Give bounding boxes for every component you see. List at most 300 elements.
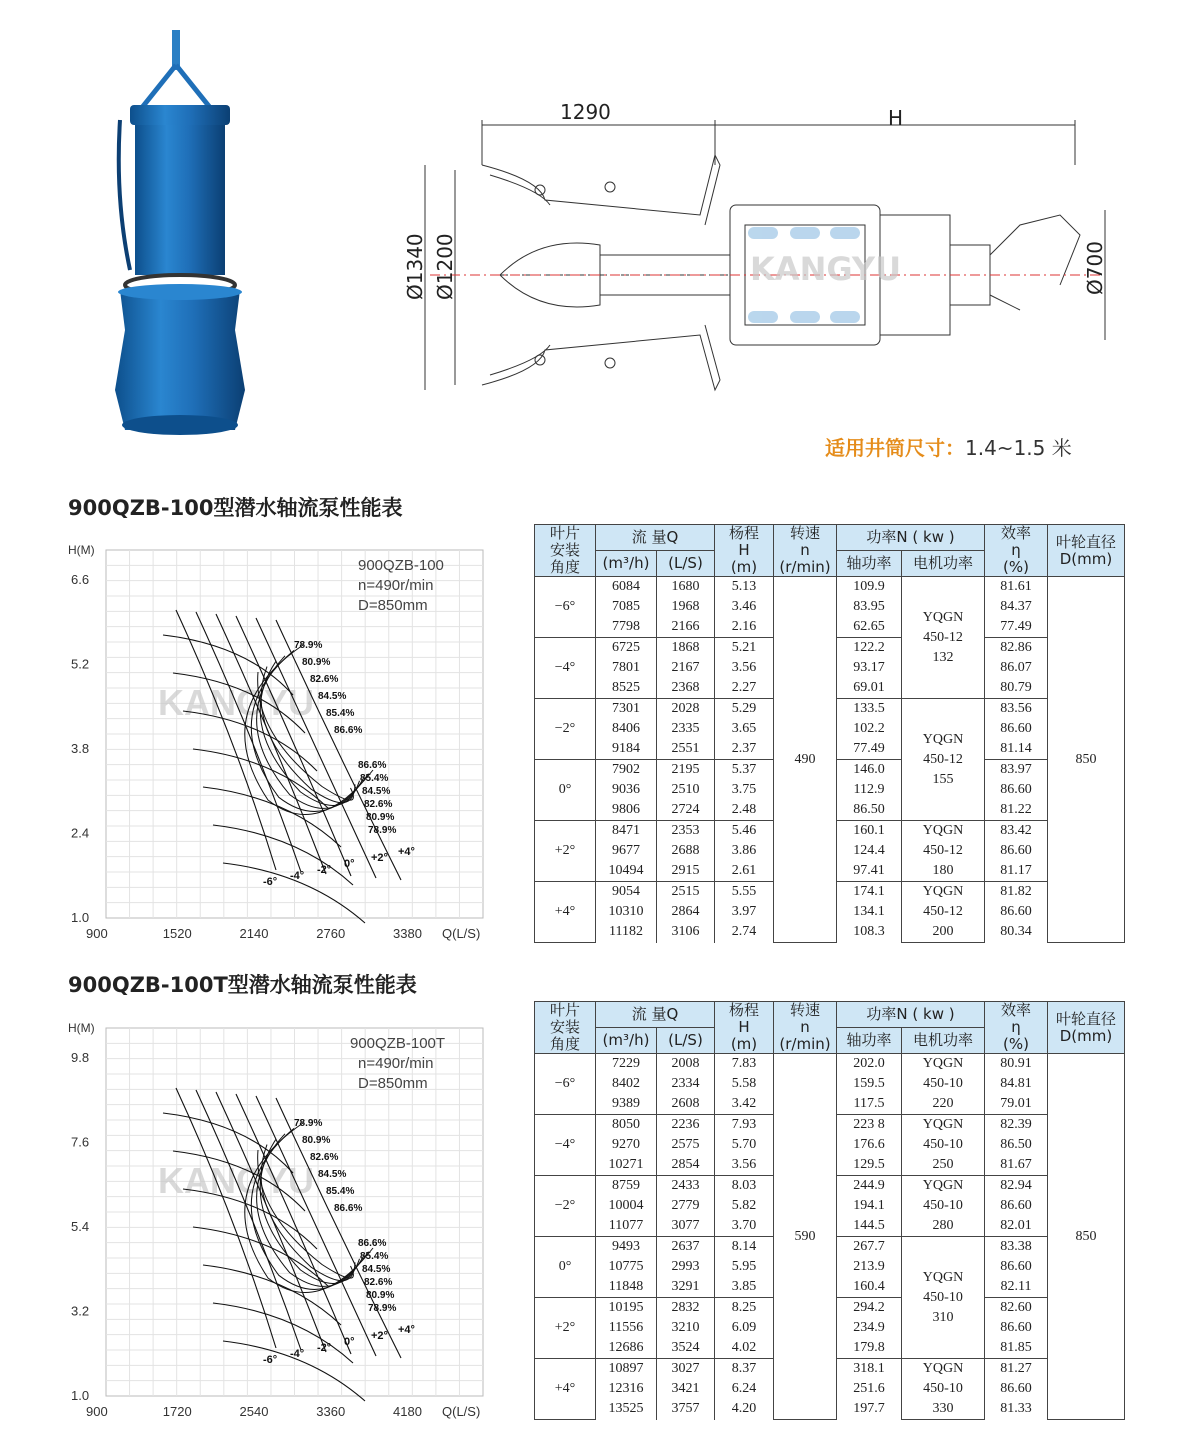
- efficiency-label: 84.5%: [362, 786, 391, 797]
- shaft-power-cell: 112.9: [837, 780, 902, 800]
- flow-m3h-cell: 8471: [596, 821, 657, 842]
- flow-ls-cell: 3106: [657, 922, 715, 942]
- efficiency-cell: 79.01: [985, 1094, 1048, 1115]
- angle-label: +4°: [398, 846, 415, 858]
- section2-table: [534, 1001, 1125, 1420]
- y-tick-label: 5.4: [71, 1219, 90, 1234]
- y-tick-label: 9.8: [71, 1050, 90, 1065]
- efficiency-cell: 80.34: [985, 922, 1048, 942]
- efficiency-cell: 81.22: [985, 800, 1048, 821]
- angle-label: -6°: [263, 876, 278, 888]
- efficiency-label: 84.5%: [318, 1169, 347, 1180]
- efficiency-cell: 86.60: [985, 841, 1048, 861]
- flow-ls-cell: 2334: [657, 1074, 715, 1094]
- angle-label: -4°: [290, 1348, 305, 1360]
- x-tick-label: 2760: [316, 926, 346, 941]
- shaft-power-cell: 244.9: [837, 1176, 902, 1197]
- shaft-power-cell: 194.1: [837, 1196, 902, 1216]
- section1-title: 900QZB-100型潜水轴流泵性能表: [68, 496, 403, 520]
- header-shaft-power: 轴功率: [837, 551, 902, 577]
- x-axis-label: Q(L/S): [442, 1404, 481, 1419]
- head-cell: 2.16: [715, 617, 774, 638]
- x-tick-label: 900: [86, 1404, 108, 1419]
- head-cell: 5.21: [715, 638, 774, 659]
- header-head: 杨程 H (m): [715, 525, 774, 577]
- chart-watermark: KANGYU: [158, 1160, 315, 1201]
- efficiency-cell: 86.60: [985, 1196, 1048, 1216]
- header-angle: 叶片 安装 角度: [535, 1002, 596, 1054]
- efficiency-cell: 80.91: [985, 1054, 1048, 1075]
- head-cell: 3.85: [715, 1277, 774, 1298]
- shaft-power-cell: 179.8: [837, 1338, 902, 1359]
- efficiency-cell: 86.50: [985, 1135, 1048, 1155]
- flow-m3h-cell: 12316: [596, 1379, 657, 1399]
- well-size-label: 适用井筒尺寸：: [825, 436, 965, 460]
- efficiency-cell: 86.60: [985, 780, 1048, 800]
- flow-ls-cell: 3291: [657, 1277, 715, 1298]
- dim-inner-label: Ø1200: [433, 233, 457, 300]
- efficiency-label: 85.4%: [360, 1251, 389, 1262]
- head-cell: 6.09: [715, 1318, 774, 1338]
- efficiency-cell: 83.38: [985, 1237, 1048, 1258]
- x-tick-label: 1520: [162, 926, 192, 941]
- header-flow-ls: (L/S): [657, 551, 715, 577]
- header-efficiency: 效率 η (%): [985, 525, 1048, 577]
- shaft-power-cell: 109.9: [837, 577, 902, 598]
- flow-m3h-cell: 7902: [596, 760, 657, 781]
- dim-h-label: H: [888, 106, 904, 130]
- head-cell: 5.13: [715, 577, 774, 598]
- y-tick-label: 1.0: [71, 910, 90, 925]
- efficiency-cell: 83.42: [985, 821, 1048, 842]
- angle-cell: −2°: [535, 699, 596, 760]
- head-cell: 5.55: [715, 882, 774, 903]
- angle-cell: −2°: [535, 1176, 596, 1237]
- efficiency-label: 78.9%: [294, 1118, 323, 1129]
- efficiency-cell: 82.60: [985, 1298, 1048, 1319]
- angle-cell: +4°: [535, 1359, 596, 1420]
- flow-m3h-cell: 11556: [596, 1318, 657, 1338]
- header-diameter: 叶轮直径 D(mm): [1048, 1002, 1125, 1054]
- angle-label: +2°: [371, 852, 388, 864]
- flow-m3h-cell: 10897: [596, 1359, 657, 1380]
- angle-label: 0°: [344, 1336, 355, 1348]
- shaft-power-cell: 174.1: [837, 882, 902, 903]
- head-cell: 2.48: [715, 800, 774, 821]
- angle-label: -6°: [263, 1354, 278, 1366]
- efficiency-cell: 82.39: [985, 1115, 1048, 1136]
- efficiency-label: 82.6%: [310, 674, 339, 685]
- flow-m3h-cell: 7229: [596, 1054, 657, 1075]
- flow-ls-cell: 2575: [657, 1135, 715, 1155]
- head-cell: 7.93: [715, 1115, 774, 1136]
- angle-label: 0°: [344, 858, 355, 870]
- flow-m3h-cell: 10775: [596, 1257, 657, 1277]
- flow-m3h-cell: 9806: [596, 800, 657, 821]
- flow-m3h-cell: 12686: [596, 1338, 657, 1359]
- header-motor-power: 电机功率: [902, 551, 985, 577]
- shaft-power-cell: 117.5: [837, 1094, 902, 1115]
- shaft-power-cell: 144.5: [837, 1216, 902, 1237]
- efficiency-cell: 86.60: [985, 1257, 1048, 1277]
- shaft-power-cell: 318.1: [837, 1359, 902, 1380]
- efficiency-cell: 86.07: [985, 658, 1048, 678]
- motor-model-cell: YQGN 450-10 220: [902, 1054, 985, 1115]
- shaft-power-cell: 86.50: [837, 800, 902, 821]
- motor-model-cell: YQGN 450-10 250: [902, 1115, 985, 1176]
- flow-ls-cell: 3027: [657, 1359, 715, 1380]
- flow-m3h-cell: 8050: [596, 1115, 657, 1136]
- efficiency-label: 86.6%: [334, 1203, 363, 1214]
- efficiency-cell: 82.01: [985, 1216, 1048, 1237]
- head-cell: 2.27: [715, 678, 774, 699]
- y-tick-label: 7.6: [71, 1134, 90, 1150]
- flow-m3h-cell: 10271: [596, 1155, 657, 1176]
- flow-m3h-cell: 9036: [596, 780, 657, 800]
- efficiency-cell: 83.97: [985, 760, 1048, 781]
- efficiency-cell: 82.86: [985, 638, 1048, 659]
- angle-cell: +2°: [535, 1298, 596, 1359]
- efficiency-cell: 86.60: [985, 1318, 1048, 1338]
- efficiency-cell: 86.60: [985, 1379, 1048, 1399]
- chart-legend-line: n=490r/min: [358, 1055, 434, 1072]
- x-axis-label: Q(L/S): [442, 926, 481, 941]
- flow-ls-cell: 2195: [657, 760, 715, 781]
- efficiency-label: 80.9%: [366, 1290, 395, 1301]
- head-cell: 3.56: [715, 1155, 774, 1176]
- angle-cell: −6°: [535, 1054, 596, 1115]
- head-cell: 5.37: [715, 760, 774, 781]
- head-cell: 3.86: [715, 841, 774, 861]
- flow-m3h-cell: 10004: [596, 1196, 657, 1216]
- y-tick-label: 1.0: [71, 1388, 90, 1403]
- dim-length-label: 1290: [560, 100, 611, 124]
- angle-cell: −4°: [535, 638, 596, 699]
- header-motor-power: 电机功率: [902, 1028, 985, 1054]
- head-cell: 5.46: [715, 821, 774, 842]
- header-power: 功率N ( kw ): [837, 525, 985, 551]
- flow-ls-cell: 2008: [657, 1054, 715, 1075]
- angle-label: -4°: [290, 870, 305, 882]
- shaft-power-cell: 267.7: [837, 1237, 902, 1258]
- shaft-power-cell: 134.1: [837, 902, 902, 922]
- angle-label: -2°: [317, 864, 332, 876]
- efficiency-label: 84.5%: [318, 691, 347, 702]
- x-tick-label: 3360: [316, 1404, 346, 1419]
- efficiency-label: 84.5%: [362, 1264, 391, 1275]
- efficiency-cell: 86.60: [985, 902, 1048, 922]
- dim-motor-label: Ø700: [1083, 241, 1107, 295]
- chart-legend-line: 900QZB-100: [358, 557, 444, 574]
- shaft-power-cell: 129.5: [837, 1155, 902, 1176]
- flow-m3h-cell: 8525: [596, 678, 657, 699]
- head-cell: 5.29: [715, 699, 774, 720]
- shaft-power-cell: 108.3: [837, 922, 902, 942]
- head-cell: 8.37: [715, 1359, 774, 1380]
- header-diameter: 叶轮直径 D(mm): [1048, 525, 1125, 577]
- flow-ls-cell: 2236: [657, 1115, 715, 1136]
- flow-ls-cell: 2433: [657, 1176, 715, 1197]
- flow-ls-cell: 3077: [657, 1216, 715, 1237]
- motor-model-cell: YQGN 450-12 155: [902, 699, 985, 821]
- shaft-power-cell: 160.1: [837, 821, 902, 842]
- x-tick-label: 2140: [239, 926, 269, 941]
- flow-m3h-cell: 11848: [596, 1277, 657, 1298]
- flow-m3h-cell: 9054: [596, 882, 657, 903]
- flow-ls-cell: 3421: [657, 1379, 715, 1399]
- flow-m3h-cell: 7301: [596, 699, 657, 720]
- x-tick-label: 900: [86, 926, 108, 941]
- head-cell: 8.25: [715, 1298, 774, 1319]
- shaft-power-cell: 213.9: [837, 1257, 902, 1277]
- head-cell: 2.61: [715, 861, 774, 882]
- flow-ls-cell: 2353: [657, 821, 715, 842]
- head-cell: 3.56: [715, 658, 774, 678]
- efficiency-label: 86.6%: [358, 1238, 387, 1249]
- efficiency-label: 82.6%: [310, 1152, 339, 1163]
- flow-ls-cell: 2166: [657, 617, 715, 638]
- header-flow-m3h: (m³/h): [596, 551, 657, 577]
- flow-m3h-cell: 13525: [596, 1399, 657, 1419]
- efficiency-label: 78.9%: [368, 1303, 397, 1314]
- section1-table: [534, 524, 1125, 943]
- angle-cell: +2°: [535, 821, 596, 882]
- pump-dimension-drawing: [400, 95, 1120, 415]
- header-flow-m3h: (m³/h): [596, 1028, 657, 1054]
- head-cell: 2.74: [715, 922, 774, 942]
- chart-watermark: KANGYU: [158, 682, 315, 723]
- head-cell: 3.42: [715, 1094, 774, 1115]
- pump-photo: [100, 30, 260, 440]
- head-cell: 4.20: [715, 1399, 774, 1419]
- chart-legend-line: 900QZB-100T: [350, 1035, 446, 1052]
- header-speed: 转速 n (r/min): [774, 525, 837, 577]
- efficiency-label: 86.6%: [358, 760, 387, 771]
- efficiency-cell: 84.37: [985, 597, 1048, 617]
- efficiency-label: 85.4%: [360, 773, 389, 784]
- efficiency-label: 80.9%: [366, 812, 395, 823]
- shaft-power-cell: 160.4: [837, 1277, 902, 1298]
- angle-label: +4°: [398, 1324, 415, 1336]
- dim-outer-label: Ø1340: [403, 233, 427, 300]
- chart-legend-line: D=850mm: [358, 597, 428, 614]
- efficiency-label: 78.9%: [294, 640, 323, 651]
- shaft-power-cell: 251.6: [837, 1379, 902, 1399]
- flow-ls-cell: 2028: [657, 699, 715, 720]
- flow-ls-cell: 2637: [657, 1237, 715, 1258]
- flow-m3h-cell: 7798: [596, 617, 657, 638]
- efficiency-cell: 80.79: [985, 678, 1048, 699]
- flow-ls-cell: 2551: [657, 739, 715, 760]
- y-tick-label: 5.2: [71, 656, 90, 672]
- motor-model-cell: YQGN 450-12 180: [902, 821, 985, 882]
- flow-m3h-cell: 8759: [596, 1176, 657, 1197]
- flow-ls-cell: 2915: [657, 861, 715, 882]
- efficiency-cell: 81.61: [985, 577, 1048, 598]
- chart-legend-line: D=850mm: [358, 1075, 428, 1092]
- diameter-cell: 850: [1048, 577, 1125, 943]
- flow-ls-cell: 2335: [657, 719, 715, 739]
- header-head: 杨程 H (m): [715, 1002, 774, 1054]
- flow-m3h-cell: 8402: [596, 1074, 657, 1094]
- efficiency-cell: 82.94: [985, 1176, 1048, 1197]
- head-cell: 3.75: [715, 780, 774, 800]
- flow-m3h-cell: 8406: [596, 719, 657, 739]
- shaft-power-cell: 93.17: [837, 658, 902, 678]
- flow-m3h-cell: 9389: [596, 1094, 657, 1115]
- y-axis-label: H(M): [68, 543, 95, 557]
- flow-ls-cell: 2864: [657, 902, 715, 922]
- flow-m3h-cell: 7801: [596, 658, 657, 678]
- shaft-power-cell: 176.6: [837, 1135, 902, 1155]
- head-cell: 3.65: [715, 719, 774, 739]
- efficiency-cell: 83.56: [985, 699, 1048, 720]
- angle-cell: 0°: [535, 1237, 596, 1298]
- flow-m3h-cell: 6084: [596, 577, 657, 598]
- angle-cell: 0°: [535, 760, 596, 821]
- flow-ls-cell: 2608: [657, 1094, 715, 1115]
- x-tick-label: 3380: [393, 926, 422, 941]
- motor-model-cell: YQGN 450-10 310: [902, 1237, 985, 1359]
- motor-model-cell: YQGN 450-12 132: [902, 577, 985, 699]
- section2-title: 900QZB-100T型潜水轴流泵性能表: [68, 973, 417, 997]
- flow-ls-cell: 2510: [657, 780, 715, 800]
- header-efficiency: 效率 η (%): [985, 1002, 1048, 1054]
- flow-m3h-cell: 11182: [596, 922, 657, 942]
- y-tick-label: 2.4: [71, 825, 90, 841]
- flow-ls-cell: 3757: [657, 1399, 715, 1419]
- motor-model-cell: YQGN 450-10 330: [902, 1359, 985, 1420]
- flow-ls-cell: 2688: [657, 841, 715, 861]
- shaft-power-cell: 69.01: [837, 678, 902, 699]
- y-tick-label: 6.6: [71, 572, 90, 587]
- efficiency-cell: 81.27: [985, 1359, 1048, 1380]
- shaft-power-cell: 234.9: [837, 1318, 902, 1338]
- flow-ls-cell: 2993: [657, 1257, 715, 1277]
- shaft-power-cell: 294.2: [837, 1298, 902, 1319]
- efficiency-label: 78.9%: [368, 825, 397, 836]
- efficiency-cell: 81.17: [985, 861, 1048, 882]
- flow-m3h-cell: 7085: [596, 597, 657, 617]
- flow-ls-cell: 2724: [657, 800, 715, 821]
- flow-ls-cell: 2779: [657, 1196, 715, 1216]
- head-cell: 5.95: [715, 1257, 774, 1277]
- head-cell: 8.03: [715, 1176, 774, 1197]
- angle-cell: −6°: [535, 577, 596, 638]
- diameter-cell: 850: [1048, 1054, 1125, 1420]
- flow-m3h-cell: 9677: [596, 841, 657, 861]
- efficiency-cell: 81.85: [985, 1338, 1048, 1359]
- y-tick-label: 3.8: [71, 741, 90, 756]
- flow-ls-cell: 2368: [657, 678, 715, 699]
- shaft-power-cell: 122.2: [837, 638, 902, 659]
- flow-ls-cell: 1968: [657, 597, 715, 617]
- efficiency-label: 85.4%: [326, 708, 355, 719]
- shaft-power-cell: 202.0: [837, 1054, 902, 1075]
- flow-m3h-cell: 9270: [596, 1135, 657, 1155]
- x-tick-label: 2540: [239, 1404, 269, 1419]
- chart-legend-line: n=490r/min: [358, 577, 434, 594]
- section1-chart: [68, 540, 488, 960]
- efficiency-label: 80.9%: [302, 657, 331, 668]
- head-cell: 8.14: [715, 1237, 774, 1258]
- head-cell: 3.70: [715, 1216, 774, 1237]
- efficiency-cell: 82.11: [985, 1277, 1048, 1298]
- flow-ls-cell: 1868: [657, 638, 715, 659]
- header-speed: 转速 n (r/min): [774, 1002, 837, 1054]
- well-size-value: 1.4~1.5 米: [965, 436, 1072, 460]
- shaft-power-cell: 83.95: [837, 597, 902, 617]
- header-flow: 流 量Q: [596, 525, 715, 551]
- y-tick-label: 3.2: [71, 1303, 90, 1319]
- efficiency-cell: 86.60: [985, 719, 1048, 739]
- well-size-note: [825, 432, 1072, 461]
- header-power: 功率N ( kw ): [837, 1002, 985, 1028]
- speed-cell: 590: [774, 1054, 837, 1420]
- head-cell: 6.24: [715, 1379, 774, 1399]
- flow-m3h-cell: 10494: [596, 861, 657, 882]
- flow-ls-cell: 3210: [657, 1318, 715, 1338]
- header-angle: 叶片 安装 角度: [535, 525, 596, 577]
- x-tick-label: 1720: [162, 1404, 192, 1419]
- flow-m3h-cell: 11077: [596, 1216, 657, 1237]
- shaft-power-cell: 133.5: [837, 699, 902, 720]
- head-cell: 5.82: [715, 1196, 774, 1216]
- head-cell: 3.97: [715, 902, 774, 922]
- efficiency-label: 80.9%: [302, 1135, 331, 1146]
- angle-cell: −4°: [535, 1115, 596, 1176]
- angle-label: +2°: [371, 1330, 388, 1342]
- shaft-power-cell: 77.49: [837, 739, 902, 760]
- flow-ls-cell: 2854: [657, 1155, 715, 1176]
- angle-label: -2°: [317, 1342, 332, 1354]
- section2-chart: [68, 1018, 488, 1438]
- efficiency-cell: 81.67: [985, 1155, 1048, 1176]
- shaft-power-cell: 146.0: [837, 760, 902, 781]
- head-cell: 2.37: [715, 739, 774, 760]
- head-cell: 3.46: [715, 597, 774, 617]
- motor-model-cell: YQGN 450-10 280: [902, 1176, 985, 1237]
- y-axis-label: H(M): [68, 1021, 95, 1035]
- x-tick-label: 4180: [393, 1404, 422, 1419]
- efficiency-cell: 81.14: [985, 739, 1048, 760]
- flow-m3h-cell: 10195: [596, 1298, 657, 1319]
- header-flow-ls: (L/S): [657, 1028, 715, 1054]
- angle-cell: +4°: [535, 882, 596, 943]
- efficiency-cell: 84.81: [985, 1074, 1048, 1094]
- head-cell: 7.83: [715, 1054, 774, 1075]
- flow-m3h-cell: 10310: [596, 902, 657, 922]
- shaft-power-cell: 159.5: [837, 1074, 902, 1094]
- shaft-power-cell: 124.4: [837, 841, 902, 861]
- flow-m3h-cell: 9184: [596, 739, 657, 760]
- efficiency-label: 82.6%: [364, 799, 393, 810]
- efficiency-cell: 77.49: [985, 617, 1048, 638]
- efficiency-label: 86.6%: [334, 725, 363, 736]
- header-shaft-power: 轴功率: [837, 1028, 902, 1054]
- flow-ls-cell: 2167: [657, 658, 715, 678]
- shaft-power-cell: 223 8: [837, 1115, 902, 1136]
- flow-ls-cell: 3524: [657, 1338, 715, 1359]
- efficiency-cell: 81.82: [985, 882, 1048, 903]
- flow-m3h-cell: 9493: [596, 1237, 657, 1258]
- speed-cell: 490: [774, 577, 837, 943]
- shaft-power-cell: 62.65: [837, 617, 902, 638]
- motor-model-cell: YQGN 450-12 200: [902, 882, 985, 943]
- head-cell: 5.70: [715, 1135, 774, 1155]
- header-flow: 流 量Q: [596, 1002, 715, 1028]
- flow-ls-cell: 1680: [657, 577, 715, 598]
